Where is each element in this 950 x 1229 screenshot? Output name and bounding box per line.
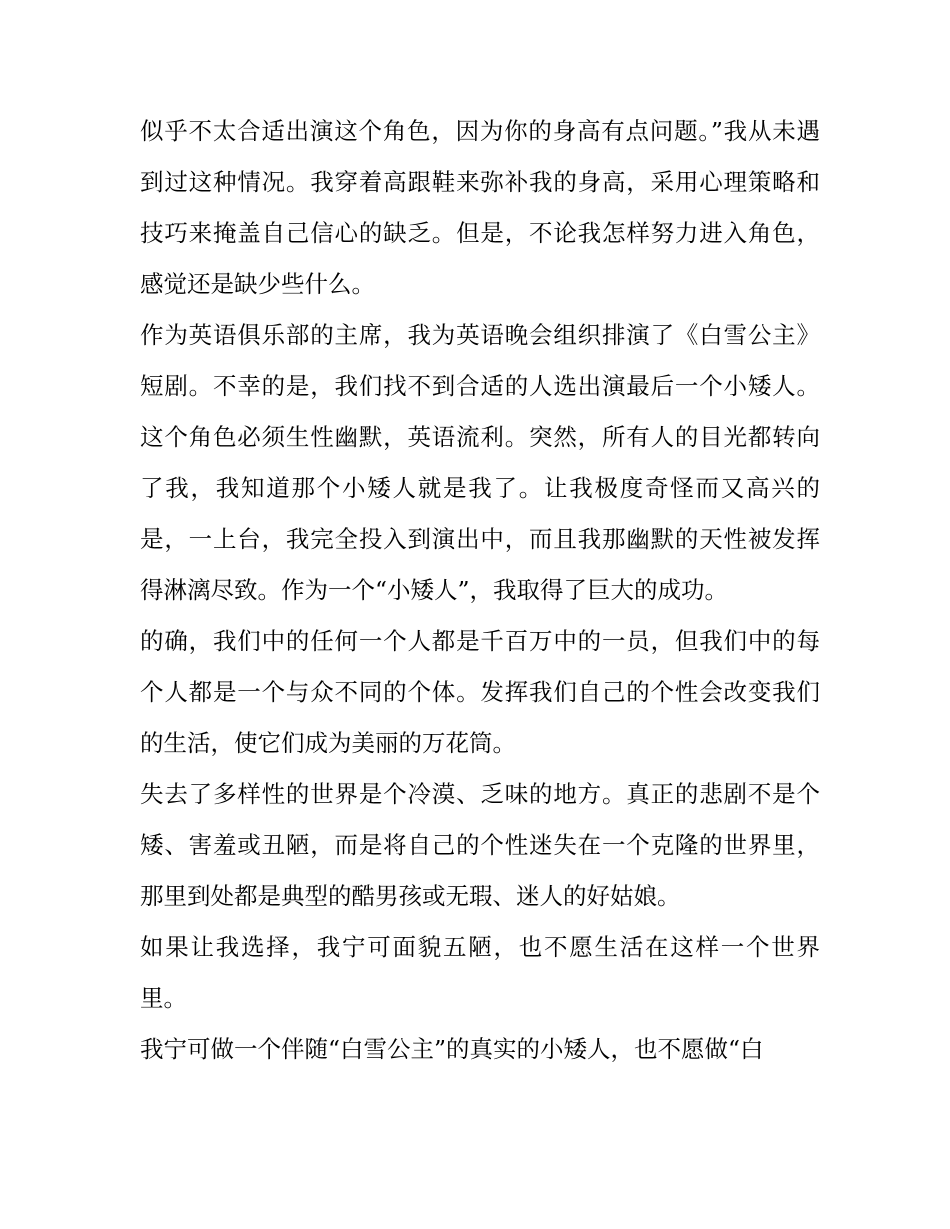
paragraph-2: 作为英语俱乐部的主席，我为英语晚会组织排演了《白雪公主》短剧。不幸的是，我们找不到合适的人选出演最后一个小矮人。这个角色必须生性幽默，英语流利。突然，所有人的目光都转向了我，我知道那个小矮人就是我了。让我极度奇怪而又高兴的是，一上台，我完全投入到演出中，而且我那幽默的天性被发挥得淋漓尽致。作为一个“小矮人”，我取得了巨大的成功。 [140, 321, 820, 604]
paragraph-5: 如果让我选择，我宁可面貌五陋，也不愿生活在这样一个世界里。 [140, 933, 820, 1012]
paragraph-6: 我宁可做一个伴随“白雪公主”的真实的小矮人，也不愿做“白 [140, 1035, 764, 1063]
document-body [140, 106, 820, 1075]
paragraph-4: 失去了多样性的世界是个冷漠、乏味的地方。真正的悲剧不是个矮、害羞或丑陋，而是将自己的个性迷失在一个克隆的世界里，那里到处都是典型的酷男孩或无瑕、迷人的好姑娘。 [140, 780, 820, 910]
paragraph-3: 的确，我们中的任何一个人都是千百万中的一员，但我们中的每个人都是一个与众不同的个体。发挥我们自己的个性会改变我们的生活，使它们成为美丽的万花筒。 [140, 627, 820, 757]
paragraph-1: 似乎不太合适出演这个角色，因为你的身高有点问题。”我从未遇到过这种情况。我穿着高跟鞋来弥补我的身高，采用心理策略和技巧来掩盖自己信心的缺乏。但是，不论我怎样努力进入角色，感觉还是缺少些什么。 [140, 117, 820, 298]
